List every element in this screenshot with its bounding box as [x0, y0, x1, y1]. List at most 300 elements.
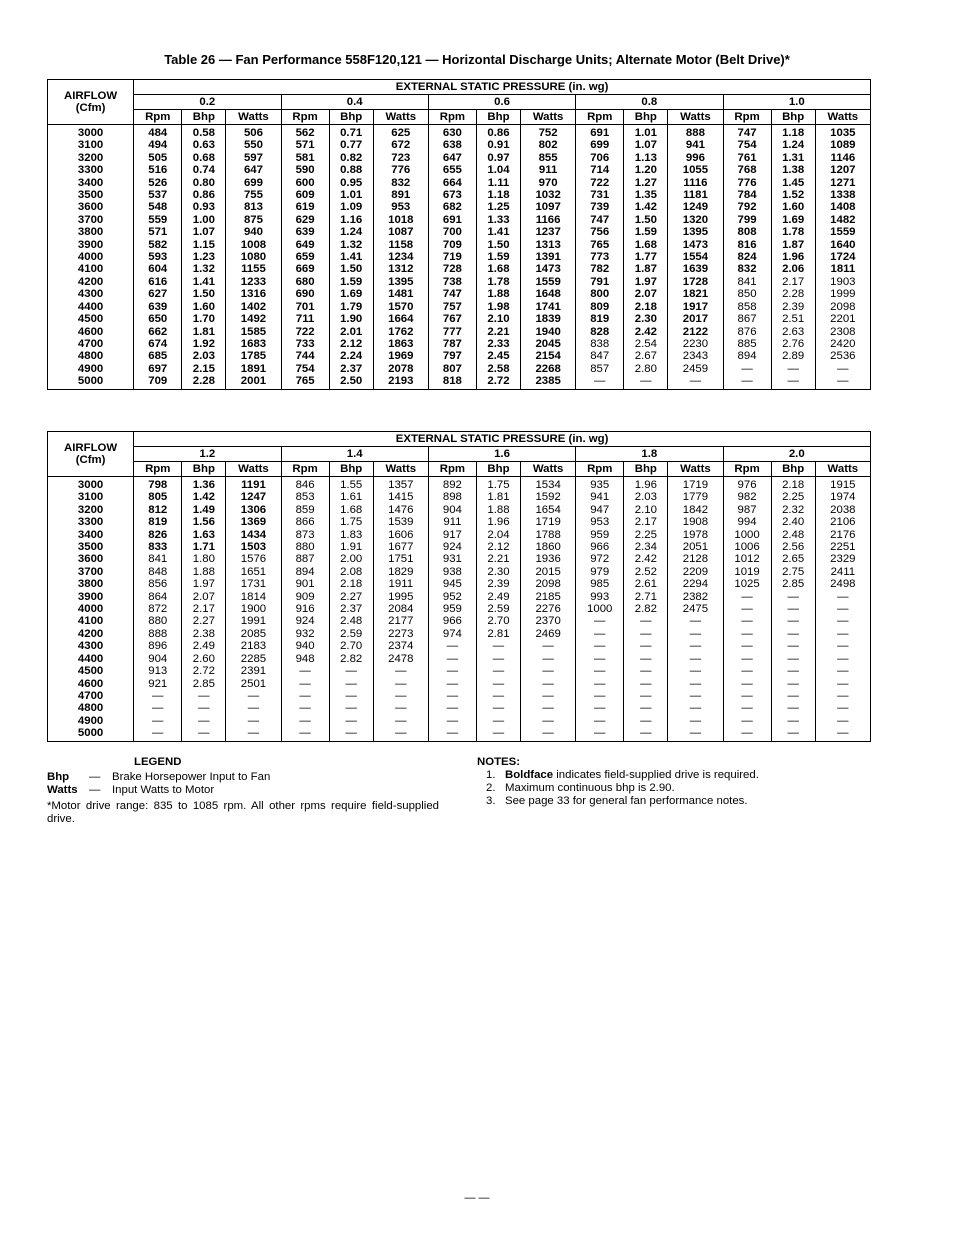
airflow-cell: 4000 [48, 251, 134, 263]
rpm-cell: — [428, 665, 476, 677]
airflow-cell: 3200 [48, 504, 134, 516]
rpm-cell: 800 [576, 288, 624, 300]
watts-cell: 1719 [668, 477, 723, 492]
watts-cell: 1338 [830, 189, 856, 202]
bhp-cell: 1.01 [329, 189, 373, 201]
rpm-cell: 816 [723, 239, 771, 251]
watts-cell: 1863 [373, 338, 428, 350]
watts-cell: — [226, 690, 281, 702]
watts-cell: 1313 [521, 239, 576, 251]
watts-cell: — [226, 715, 281, 727]
watts-cell: 1473 [668, 239, 723, 251]
rpm-cell: 948 [281, 653, 329, 665]
rpm-cell: 791 [576, 276, 624, 288]
table-row [48, 566, 871, 578]
watts-cell: 1788 [521, 529, 576, 541]
pressure-group-header: 0.8 [576, 95, 723, 110]
table-row [48, 678, 871, 690]
airflow-cell: 3700 [48, 214, 134, 226]
watts-cell: 1559 [521, 276, 576, 288]
bhp-cell: 0.93 [182, 201, 226, 213]
rpm-cell: 876 [723, 326, 771, 338]
bhp-cell: 0.91 [476, 139, 520, 151]
rpm-cell: 754 [281, 363, 329, 375]
rpm-cell: 756 [576, 226, 624, 238]
rpm-cell: — [723, 665, 771, 677]
rpm-cell: 776 [723, 177, 771, 189]
bhp-cell: 2.40 [771, 516, 815, 528]
watts-cell: 1481 [373, 288, 428, 300]
bhp-cell: 0.95 [329, 177, 373, 189]
airflow-cell: 3300 [48, 164, 134, 176]
watts-cell: 2469 [521, 628, 576, 640]
watts-cell: 1116 [668, 177, 723, 189]
watts-cell: 1728 [668, 276, 723, 288]
bhp-cell: 1.01 [624, 125, 668, 140]
rpm-cell: 880 [134, 615, 182, 627]
bhp-cell: — [476, 690, 520, 702]
watts-cell: — [668, 678, 723, 690]
rpm-cell: 714 [576, 164, 624, 176]
bhp-cell: 1.41 [476, 226, 520, 238]
legend [47, 756, 447, 825]
rpm-cell: 747 [576, 214, 624, 226]
rpm-cell: — [576, 702, 624, 714]
bhp-cell: 1.88 [476, 288, 520, 300]
column-header: Watts [521, 462, 576, 477]
rpm-cell: — [576, 727, 624, 741]
bhp-cell: — [624, 375, 668, 389]
rpm-cell: — [723, 690, 771, 702]
rpm-cell: — [723, 678, 771, 690]
watts-cell: 888 [668, 125, 723, 140]
pressure-group-header: 0.4 [281, 95, 428, 110]
watts-cell: 699 [226, 177, 281, 189]
watts-cell: 2183 [226, 640, 281, 652]
column-header: Watts [668, 110, 723, 125]
watts-cell: — [521, 665, 576, 677]
watts-cell: 1677 [373, 541, 428, 553]
legend-dash: — [89, 784, 101, 796]
watts-cell: — [373, 702, 428, 714]
airflow-cell: 4800 [48, 350, 134, 362]
watts-cell: — [373, 727, 428, 741]
pressure-group-header: 1.0 [723, 95, 871, 110]
watts-cell: — [668, 375, 723, 389]
rpm-cell: 898 [428, 491, 476, 503]
rpm-cell: 664 [428, 177, 476, 189]
table-row [48, 603, 871, 615]
rpm-cell: — [723, 615, 771, 627]
rpm-cell: 959 [576, 529, 624, 541]
column-header: Bhp [771, 462, 815, 477]
table-row [48, 263, 871, 275]
rpm-cell: 940 [281, 640, 329, 652]
watts-cell: — [837, 615, 849, 628]
rpm-cell: 982 [723, 491, 771, 503]
watts-cell: 1434 [226, 529, 281, 541]
legend-dash: — [89, 771, 101, 783]
rpm-cell: 571 [134, 226, 182, 238]
airflow-cell: 3100 [48, 139, 134, 151]
bhp-cell: 2.06 [771, 263, 815, 275]
bhp-cell: 1.45 [771, 177, 815, 189]
rpm-cell: 697 [134, 363, 182, 375]
bhp-cell: 2.42 [624, 553, 668, 565]
bhp-cell: 2.38 [182, 628, 226, 640]
rpm-cell: — [576, 375, 624, 389]
watts-cell: 1097 [521, 201, 576, 213]
rpm-cell: — [723, 591, 771, 603]
rpm-cell: 680 [281, 276, 329, 288]
watts-cell: 1080 [226, 251, 281, 263]
watts-cell: 1395 [668, 226, 723, 238]
pressure-group-header: 2.0 [723, 447, 871, 462]
rpm-cell: 1025 [723, 578, 771, 590]
watts-cell: 911 [521, 164, 576, 176]
bhp-cell: 2.18 [624, 301, 668, 313]
airflow-cell: 3700 [48, 566, 134, 578]
bhp-cell: 2.60 [182, 653, 226, 665]
bhp-cell: — [476, 678, 520, 690]
rpm-cell: 966 [576, 541, 624, 553]
bhp-cell: 2.70 [329, 640, 373, 652]
airflow-cell: 4400 [48, 301, 134, 313]
watts-cell: — [668, 727, 723, 741]
rpm-cell: 892 [428, 477, 476, 492]
bhp-cell: 2.27 [329, 591, 373, 603]
watts-cell: — [668, 640, 723, 652]
bhp-cell: 1.00 [182, 214, 226, 226]
airflow-cell: 3100 [48, 491, 134, 503]
airflow-label: AIRFLOW [64, 89, 118, 102]
watts-cell: 2391 [226, 665, 281, 677]
watts-cell: 2329 [830, 553, 856, 566]
column-header: Watts [815, 110, 870, 125]
fan-performance-table-2 [47, 431, 871, 742]
watts-cell: — [837, 665, 849, 678]
bhp-cell: 2.03 [624, 491, 668, 503]
rpm-cell: 559 [134, 214, 182, 226]
watts-cell: — [837, 362, 849, 375]
rpm-cell: 941 [576, 491, 624, 503]
watts-cell: 2385 [521, 375, 576, 389]
table-row [48, 702, 871, 714]
rpm-cell: 866 [281, 516, 329, 528]
bhp-cell: — [624, 628, 668, 640]
rpm-cell: 1006 [723, 541, 771, 553]
watts-cell: 2370 [521, 615, 576, 627]
watts-cell: 1917 [668, 301, 723, 313]
bhp-cell: 1.78 [476, 276, 520, 288]
bhp-cell: — [624, 615, 668, 627]
bhp-cell: 2.21 [476, 326, 520, 338]
bhp-cell: 1.41 [329, 251, 373, 263]
rpm-cell: — [723, 715, 771, 727]
rpm-cell: 582 [134, 239, 182, 251]
rpm-cell: 867 [723, 313, 771, 325]
watts-cell: 1271 [830, 176, 856, 189]
watts-cell: — [521, 702, 576, 714]
watts-cell: 1166 [521, 214, 576, 226]
rpm-cell: — [281, 678, 329, 690]
rpm-cell: — [428, 678, 476, 690]
watts-cell: 1785 [226, 350, 281, 362]
bhp-cell: — [771, 615, 815, 627]
column-header: Rpm [576, 110, 624, 125]
bhp-cell: 1.96 [476, 516, 520, 528]
watts-cell: 802 [521, 139, 576, 151]
rpm-cell: — [576, 715, 624, 727]
rpm-cell: 894 [723, 350, 771, 362]
rpm-cell: — [723, 653, 771, 665]
watts-cell: 1999 [830, 288, 856, 301]
rpm-cell: 747 [723, 125, 771, 140]
watts-cell: 2176 [830, 528, 856, 541]
watts-cell: 953 [373, 201, 428, 213]
watts-cell: 1408 [830, 201, 856, 214]
column-header: Rpm [428, 110, 476, 125]
rpm-cell: — [281, 690, 329, 702]
watts-cell: — [668, 628, 723, 640]
watts-cell: 1181 [668, 189, 723, 201]
watts-cell: 1415 [373, 491, 428, 503]
airflow-cell: 4200 [48, 628, 134, 640]
table-row [48, 615, 871, 627]
bhp-cell: 1.07 [182, 226, 226, 238]
bhp-cell: 0.77 [329, 139, 373, 151]
watts-cell: 2045 [521, 338, 576, 350]
rpm-cell: 924 [281, 615, 329, 627]
table-row [48, 541, 871, 553]
column-header: Bhp [624, 462, 668, 477]
rpm-cell: 826 [134, 529, 182, 541]
watts-cell: 1585 [226, 326, 281, 338]
watts-cell: 1055 [668, 164, 723, 176]
rpm-cell: 711 [281, 313, 329, 325]
bhp-cell: 1.49 [182, 504, 226, 516]
rpm-cell: 639 [281, 226, 329, 238]
rpm-cell: 733 [281, 338, 329, 350]
bhp-cell: 1.87 [624, 263, 668, 275]
watts-cell: 2154 [521, 350, 576, 362]
bhp-cell: 1.80 [182, 553, 226, 565]
bhp-cell: 1.25 [476, 201, 520, 213]
bhp-cell: — [624, 690, 668, 702]
airflow-header [48, 432, 134, 477]
watts-cell: — [837, 652, 849, 665]
rpm-cell: 945 [428, 578, 476, 590]
watts-cell: 1306 [226, 504, 281, 516]
rpm-cell: 1000 [576, 603, 624, 615]
bhp-cell: — [476, 665, 520, 677]
bhp-cell: 2.32 [771, 504, 815, 516]
rpm-cell: — [281, 665, 329, 677]
watts-cell: 1554 [668, 251, 723, 263]
rpm-cell: 662 [134, 326, 182, 338]
rpm-cell: 484 [134, 125, 182, 140]
watts-cell: 855 [521, 152, 576, 164]
bhp-cell: — [624, 653, 668, 665]
watts-cell: 1969 [373, 350, 428, 362]
bhp-cell: 2.85 [771, 578, 815, 590]
rpm-cell: 887 [281, 553, 329, 565]
bhp-cell: — [771, 727, 815, 741]
rpm-cell: — [723, 702, 771, 714]
rpm-cell: — [576, 690, 624, 702]
rpm-cell: — [723, 640, 771, 652]
bhp-cell: 2.17 [624, 516, 668, 528]
watts-cell: 1369 [226, 516, 281, 528]
bhp-cell: 2.52 [624, 566, 668, 578]
rpm-cell: 848 [134, 566, 182, 578]
bhp-cell: — [771, 640, 815, 652]
airflow-cell: 4700 [48, 338, 134, 350]
notes-heading: NOTES: [477, 756, 521, 768]
watts-cell: 1008 [226, 239, 281, 251]
airflow-cell: 4500 [48, 313, 134, 325]
bhp-cell: 0.63 [182, 139, 226, 151]
rpm-cell: 593 [134, 251, 182, 263]
rpm-cell: — [428, 653, 476, 665]
rpm-cell: — [428, 702, 476, 714]
bhp-cell: 1.98 [476, 301, 520, 313]
bhp-cell: 1.20 [624, 164, 668, 176]
bhp-cell: 2.15 [182, 363, 226, 375]
bhp-cell: 2.18 [771, 477, 815, 492]
watts-cell: 1908 [668, 516, 723, 528]
table-row [48, 491, 871, 503]
watts-cell: 752 [521, 125, 576, 140]
watts-cell: 1018 [373, 214, 428, 226]
rpm-cell: 841 [134, 553, 182, 565]
watts-cell: — [226, 702, 281, 714]
rpm-cell: — [723, 727, 771, 741]
bhp-cell: 1.78 [771, 226, 815, 238]
watts-cell: — [521, 640, 576, 652]
watts-cell: 2185 [521, 591, 576, 603]
watts-cell: 1860 [521, 541, 576, 553]
watts-cell: 1741 [521, 301, 576, 313]
watts-cell: 1724 [830, 251, 856, 264]
bhp-cell: 1.96 [624, 477, 668, 492]
bhp-cell: 1.42 [182, 491, 226, 503]
table-row [48, 177, 871, 189]
bhp-cell: 1.50 [476, 239, 520, 251]
watts-cell: 2122 [668, 326, 723, 338]
watts-cell: 1900 [226, 603, 281, 615]
watts-cell: — [668, 615, 723, 627]
pressure-group-header: 1.6 [428, 447, 575, 462]
watts-cell: 1032 [521, 189, 576, 201]
bhp-cell: 1.96 [771, 251, 815, 263]
watts-cell: 1995 [373, 591, 428, 603]
rpm-cell: 959 [428, 603, 476, 615]
watts-cell: 647 [226, 164, 281, 176]
watts-cell: — [373, 715, 428, 727]
bhp-cell: 1.97 [182, 578, 226, 590]
bhp-cell: — [624, 678, 668, 690]
table-row [48, 226, 871, 238]
table-row [48, 152, 871, 164]
watts-cell: 1664 [373, 313, 428, 325]
rpm-cell: 833 [134, 541, 182, 553]
watts-cell: 1811 [830, 263, 856, 276]
watts-cell: 1247 [226, 491, 281, 503]
bhp-cell: 2.39 [476, 578, 520, 590]
bhp-cell: 1.75 [329, 516, 373, 528]
bhp-cell: 2.54 [624, 338, 668, 350]
bhp-cell: 2.82 [624, 603, 668, 615]
rpm-cell: — [576, 640, 624, 652]
watts-cell: 2411 [830, 565, 856, 578]
rpm-cell: 744 [281, 350, 329, 362]
airflow-cell: 4900 [48, 363, 134, 375]
column-header: Watts [226, 462, 281, 477]
rpm-cell: 685 [134, 350, 182, 362]
watts-cell: — [668, 715, 723, 727]
pressure-group-header: 1.4 [281, 447, 428, 462]
airflow-cell: 3200 [48, 152, 134, 164]
rpm-cell: 650 [134, 313, 182, 325]
rpm-cell: — [723, 628, 771, 640]
rpm-cell: 722 [281, 326, 329, 338]
rpm-cell: 739 [576, 201, 624, 213]
rpm-cell: 761 [723, 152, 771, 164]
column-header: Rpm [428, 462, 476, 477]
bhp-cell: 1.68 [624, 239, 668, 251]
column-header: Rpm [723, 462, 771, 477]
watts-cell: — [668, 665, 723, 677]
rpm-cell: 669 [281, 263, 329, 275]
watts-cell: — [373, 678, 428, 690]
bhp-cell: 2.45 [476, 350, 520, 362]
bhp-cell: 0.97 [476, 152, 520, 164]
column-header: Watts [668, 462, 723, 477]
watts-cell: 1974 [830, 491, 856, 504]
watts-cell: — [837, 689, 849, 702]
rpm-cell: 805 [134, 491, 182, 503]
bhp-cell: 1.60 [182, 301, 226, 313]
bhp-cell: 1.88 [476, 504, 520, 516]
table-row [48, 715, 871, 727]
airflow-cell: 4200 [48, 276, 134, 288]
bhp-cell: 1.59 [476, 251, 520, 263]
bhp-cell: 1.50 [624, 214, 668, 226]
rpm-cell: — [134, 715, 182, 727]
watts-cell: — [521, 678, 576, 690]
table-row [48, 628, 871, 640]
bhp-cell: — [329, 715, 373, 727]
bhp-cell: 2.58 [476, 363, 520, 375]
bhp-cell: — [476, 727, 520, 741]
bhp-cell: 2.61 [624, 578, 668, 590]
rpm-cell: 994 [723, 516, 771, 528]
table-title: Table 26 — Fan Performance 558F120,121 — Horizontal Discharge Units; Alternate Motor (Belt Drive)* [164, 52, 790, 67]
rpm-cell: 993 [576, 591, 624, 603]
note-bold-text: Boldface [505, 769, 554, 781]
watts-cell: 1035 [830, 127, 856, 139]
watts-cell: — [668, 702, 723, 714]
bhp-cell: 2.10 [476, 313, 520, 325]
watts-cell: — [668, 653, 723, 665]
bhp-cell: 1.32 [182, 263, 226, 275]
rpm-cell: 638 [428, 139, 476, 151]
rpm-cell: 719 [428, 251, 476, 263]
rpm-cell: 916 [281, 603, 329, 615]
watts-cell: — [521, 690, 576, 702]
watts-cell: 1155 [226, 263, 281, 275]
